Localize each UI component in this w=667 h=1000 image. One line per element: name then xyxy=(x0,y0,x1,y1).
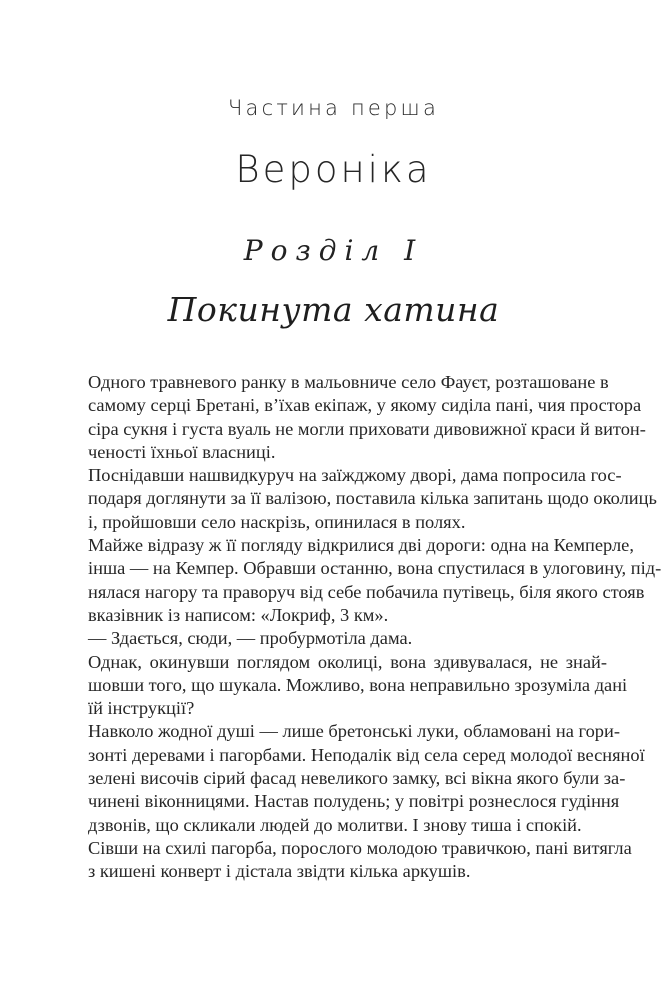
text-line: Одного травневого ранку в мальовниче село Фауєт, розташоване в xyxy=(88,372,609,392)
text-line: подаря доглянути за її валізою, поставила кілька запитань щодо околиць xyxy=(88,488,657,509)
text-line: Однак, окинувши поглядом околиці, вона здивувалася, не знай- xyxy=(88,651,607,672)
paragraph xyxy=(60,720,645,836)
text-line: Поснідавши нашвидкуруч на заїжджому дворі, дама попросила гос- xyxy=(88,465,622,486)
part-title: Вероніка xyxy=(235,148,432,191)
text-line: інша — на Кемпер. Обравши останню, вона спустилася в улоговину, під- xyxy=(88,558,662,579)
text-line: їй інструкції? xyxy=(88,698,195,719)
paragraph xyxy=(60,837,632,884)
text-line: самому серці Бретані, в’їхав екіпаж, у якому сиділа пані, чия простора xyxy=(88,395,642,416)
text-line: Навколо жодної душі — лише бретонські луки, обламовані на гори- xyxy=(88,721,620,742)
text-line: — Здається, сюди, — пробурмотіла дама. xyxy=(88,628,413,649)
text-line: дзвонів, що скликали людей до молитви. І знову тиша і спокій. xyxy=(88,814,582,835)
text-line: з кишені конверт і дістала звідти кілька аркушів. xyxy=(88,861,471,882)
chapter-title: Покинута хатина xyxy=(167,290,500,329)
paragraph xyxy=(60,464,657,534)
text-line: сіра сукня і густа вуаль не могли приховати дивовижної краси й витон- xyxy=(88,418,646,439)
text-line: Майже відразу ж її погляду відкрилися дві дороги: одна на Кемперле, xyxy=(88,535,634,556)
part-label: Частина перша xyxy=(227,96,440,120)
text-line: чинені віконницями. Настав полудень; у повітрі рознеслося гудіння xyxy=(88,791,620,812)
paragraph xyxy=(60,651,628,721)
text-line: зелені височів сірий фасад невеликого замку, всі вікна якого були за- xyxy=(88,768,626,789)
paragraph xyxy=(60,371,646,464)
chapter-label: Розділ I xyxy=(243,234,424,267)
chapter-body-text xyxy=(60,371,662,884)
paragraph xyxy=(60,534,662,627)
text-line: зонті деревами і пагорбами. Неподалік від села серед молодої весняної xyxy=(88,744,645,765)
text-line: шовши того, що шукала. Можливо, вона неправильно зрозуміла дані xyxy=(88,674,628,695)
text-line: ченості їхньої власниці. xyxy=(88,441,276,462)
text-line: і, пройшовши село наскрізь, опинилася в полях. xyxy=(88,511,466,532)
text-line: Сівши на схилі пагорба, порослого молодою травичкою, пані витягла xyxy=(88,837,632,858)
text-line: нялася нагору та праворуч від себе побачила путівець, біля якого стояв xyxy=(88,581,645,602)
text-line: вказівник із написом: «Локриф, 3 км». xyxy=(88,604,389,625)
paragraph xyxy=(60,627,607,650)
